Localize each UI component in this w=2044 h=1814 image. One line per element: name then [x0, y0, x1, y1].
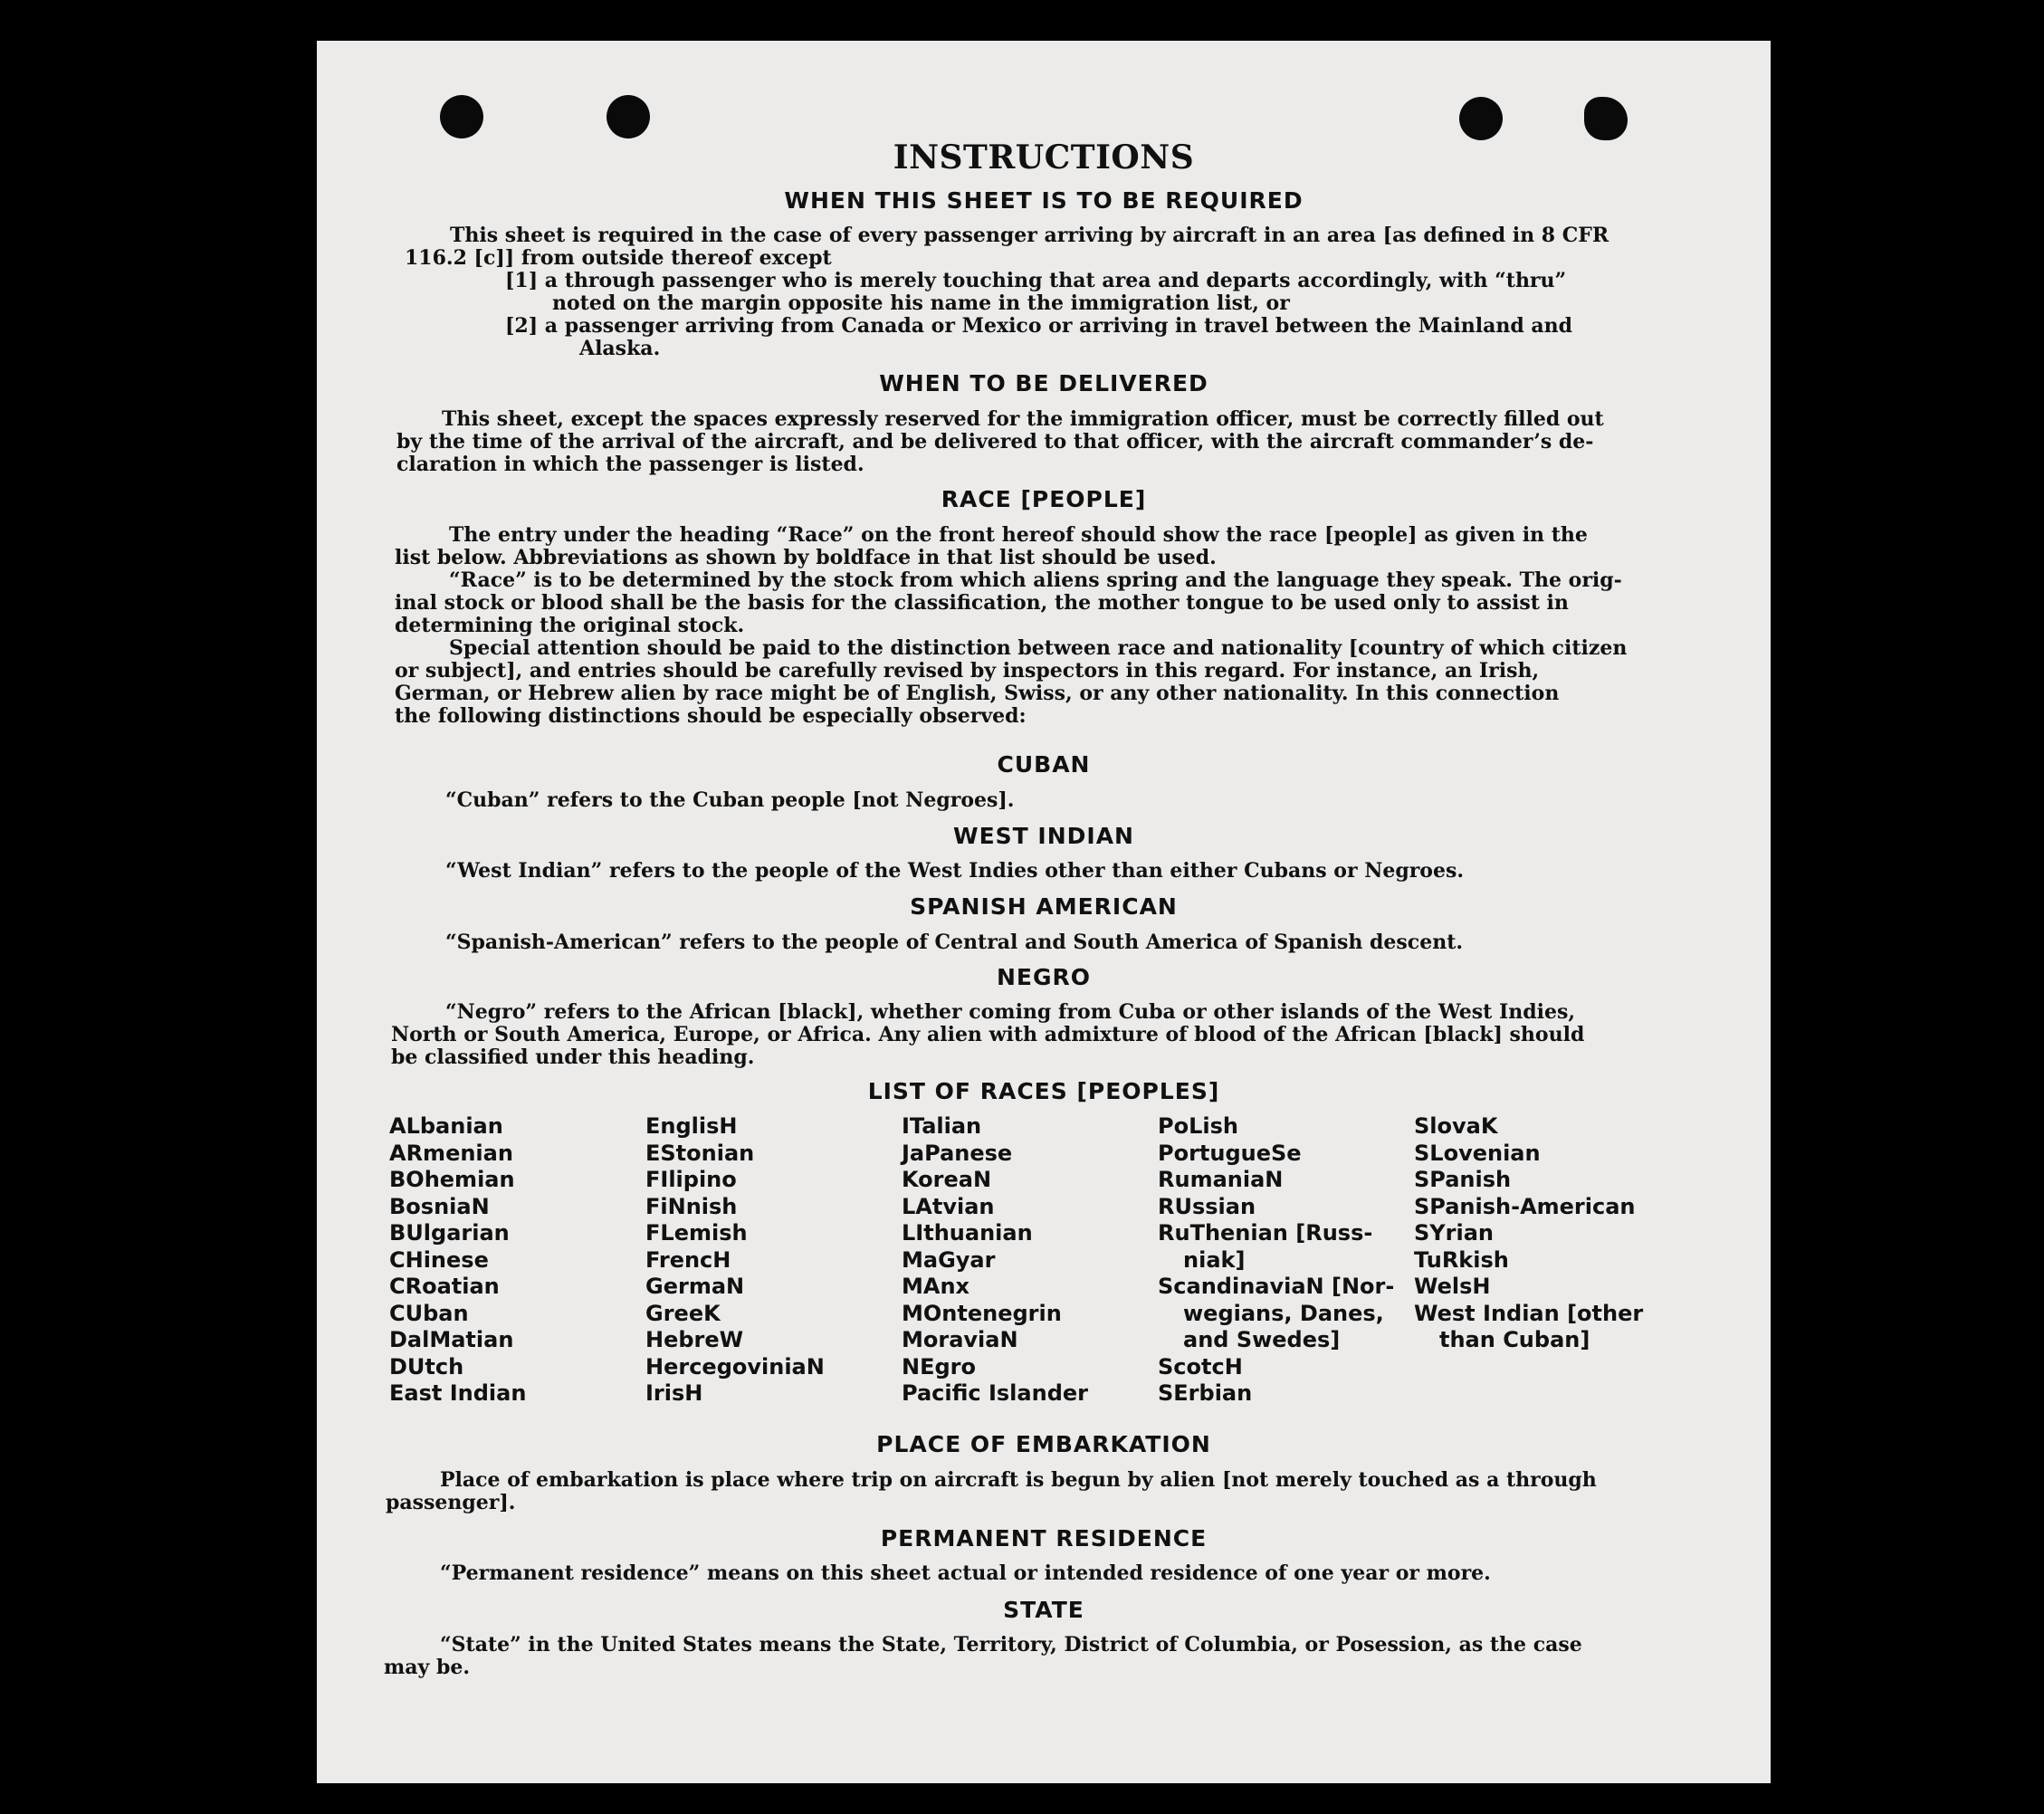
line: German, or Hebrew alien by race might be of English, Swiss, or any other nationality. In this connection [395, 682, 1560, 705]
paragraph-state [384, 1634, 1669, 1679]
line: “Negro” refers to the African [black], whether coming from Cuba or other islands of the West Indies, [445, 1000, 1576, 1024]
heading-state: STATE [1003, 1597, 1084, 1623]
race-item: MaGyar [902, 1246, 996, 1273]
line: passenger]. [386, 1491, 516, 1514]
paragraph-race [395, 524, 1671, 728]
race-item: SErbian [1158, 1380, 1253, 1406]
line: inal stock or blood shall be the basis for the classification, the mother tongue to be used only to assist in [395, 591, 1569, 615]
line: This sheet, except the spaces expressly reserved for the immigration officer, must be correctly filled out [442, 407, 1604, 431]
race-item: ScandinaviaN [Nor- [1158, 1274, 1395, 1299]
race-item: TuRkish [1414, 1246, 1509, 1273]
paragraph-negro [391, 1001, 1669, 1069]
race-item: SYrian [1414, 1220, 1495, 1246]
paragraph-delivered [396, 408, 1671, 476]
race-item: BosniaN [389, 1193, 490, 1219]
races-column-4 [1158, 1113, 1411, 1408]
heading-when-delivered: WHEN TO BE DELIVERED [879, 370, 1208, 396]
line: claration in which the passenger is listed. [396, 453, 864, 476]
race-item: FLemish [645, 1220, 748, 1246]
document-page [317, 41, 1771, 1783]
race-item: CRoatian [389, 1274, 500, 1299]
race-item: RumaniaN [1158, 1167, 1284, 1192]
paragraph-embarkation [386, 1469, 1669, 1514]
paragraph-cuban: “Cuban” refers to the Cuban people [not Negroes]. [445, 788, 1015, 812]
race-item: wegians, Danes, [1183, 1300, 1384, 1326]
heading-west-indian: WEST INDIAN [953, 823, 1134, 849]
race-item: DUtch [389, 1353, 464, 1380]
race-item: RuThenian [Russ- [1158, 1220, 1373, 1246]
race-item: niak] [1183, 1246, 1246, 1273]
paragraph-residence: “Permanent residence” means on this sheet actual or intended residence of one year or more. [440, 1561, 1491, 1585]
race-item: CUban [389, 1300, 469, 1326]
race-item: MAnx [902, 1274, 970, 1299]
heading-spanish-american: SPANISH AMERICAN [910, 893, 1178, 920]
race-item: BOhemian [389, 1167, 515, 1192]
heading-when-required: WHEN THIS SHEET IS TO BE REQUIRED [784, 187, 1304, 214]
line: the following distinctions should be especially observed: [395, 704, 1027, 728]
race-item: GermaN [645, 1274, 745, 1299]
line: “Race” is to be determined by the stock from which aliens spring and the language they speak. The orig- [449, 568, 1622, 592]
paragraph-required-item2 [505, 315, 1671, 360]
race-item: LIthuanian [902, 1220, 1033, 1246]
line: noted on the margin opposite his name in the immigration list, or [552, 291, 1290, 315]
race-item: LAtvian [902, 1193, 995, 1219]
line: “State” in the United States means the State, Territory, District of Columbia, or Posession, as the case [440, 1633, 1582, 1656]
heading-race: RACE [PEOPLE] [941, 486, 1147, 512]
line: list below. Abbreviations as shown by boldface in that list should be used. [395, 546, 1217, 569]
races-column-3 [902, 1113, 1155, 1408]
paragraph-required-item1 [505, 270, 1671, 315]
race-item: ALbanian [389, 1113, 503, 1139]
punch-hole-left-2 [607, 95, 650, 138]
line: or subject], and entries should be carefully revised by inspectors in this regard. For instance, an Irish, [395, 659, 1540, 683]
race-item: HebreW [645, 1327, 744, 1352]
heading-permanent-residence: PERMANENT RESIDENCE [880, 1525, 1208, 1551]
paragraph-spanish-american: “Spanish-American” refers to the people of Central and South America of Spanish descent. [445, 931, 1464, 954]
line: This sheet is required in the case of every passenger arriving by aircraft in an area [as defined in 8 CFR [450, 224, 1609, 247]
race-item: Pacific Islander [902, 1380, 1088, 1406]
race-item: RUssian [1158, 1193, 1256, 1219]
race-item: SlovaK [1414, 1113, 1498, 1139]
race-item: IrisH [645, 1380, 703, 1406]
line: North or South America, Europe, or Africa. Any alien with admixture of blood of the African [black] should [391, 1023, 1585, 1046]
race-item: SPanish-American [1414, 1193, 1636, 1219]
punch-hole-right-2 [1584, 97, 1628, 140]
race-item: SLovenian [1414, 1140, 1541, 1166]
race-item: WelsH [1414, 1274, 1491, 1299]
punch-hole-right-1 [1459, 97, 1503, 140]
race-item: FrencH [645, 1246, 731, 1273]
race-item: MoraviaN [902, 1327, 1018, 1352]
paragraph-required-intro [405, 224, 1672, 270]
race-item: GreeK [645, 1300, 721, 1326]
page-title: INSTRUCTIONS [893, 138, 1195, 177]
line: The entry under the heading “Race” on the front hereof should show the race [people] as given in the [449, 523, 1588, 547]
line: [2] a passenger arriving from Canada or Mexico or arriving in travel between the Mainland and [505, 314, 1573, 338]
race-item: BUlgarian [389, 1220, 510, 1246]
line: Place of embarkation is place where trip on aircraft is begun by alien [not merely touched as a through [440, 1468, 1597, 1492]
line: [1] a through passenger who is merely touching that area and departs accordingly, with “thru” [505, 269, 1567, 292]
punch-hole-left-1 [440, 95, 483, 138]
race-item: MOntenegrin [902, 1300, 1062, 1326]
races-column-5 [1414, 1113, 1667, 1354]
heading-negro: NEGRO [996, 964, 1092, 990]
heading-list-of-races: LIST OF RACES [PEOPLES] [867, 1078, 1220, 1104]
race-item: KoreaN [902, 1167, 992, 1192]
race-item: PortugueSe [1158, 1140, 1302, 1166]
race-item: JaPanese [902, 1140, 1013, 1166]
race-item: HercegoviniaN [645, 1353, 825, 1380]
race-item: than Cuban] [1439, 1327, 1590, 1352]
race-item: EStonian [645, 1140, 755, 1166]
race-item: PoLish [1158, 1113, 1238, 1139]
heading-cuban: CUBAN [997, 751, 1091, 778]
race-item: ScotcH [1158, 1353, 1243, 1380]
race-item: EnglisH [645, 1113, 738, 1139]
line: be classified under this heading. [391, 1045, 755, 1069]
races-column-2 [645, 1113, 899, 1408]
paragraph-west-indian: “West Indian” refers to the people of the West Indies other than either Cubans or Negroes. [445, 859, 1465, 883]
race-item: FIlipino [645, 1167, 737, 1192]
line: Special attention should be paid to the distinction between race and nationality [country of which citizen [449, 636, 1628, 660]
race-item: West Indian [other [1414, 1300, 1644, 1326]
race-item: FiNnish [645, 1193, 738, 1219]
line: 116.2 [c]] from outside thereof except [405, 246, 832, 270]
line: determining the original stock. [395, 614, 745, 637]
race-item: NEgro [902, 1353, 976, 1380]
race-item: East Indian [389, 1380, 527, 1406]
line: may be. [384, 1656, 471, 1679]
race-item: ITalian [902, 1113, 982, 1139]
race-item: SPanish [1414, 1167, 1512, 1192]
race-item: CHinese [389, 1246, 489, 1273]
race-item: DalMatian [389, 1327, 514, 1352]
line: Alaska. [579, 337, 661, 360]
heading-place-of-embarkation: PLACE OF EMBARKATION [876, 1431, 1211, 1457]
race-item: and Swedes] [1183, 1327, 1341, 1352]
race-item: ARmenian [389, 1140, 513, 1166]
races-column-1 [389, 1113, 643, 1408]
line: by the time of the arrival of the aircraft, and be delivered to that officer, with the aircraft commander’s de- [396, 430, 1594, 454]
